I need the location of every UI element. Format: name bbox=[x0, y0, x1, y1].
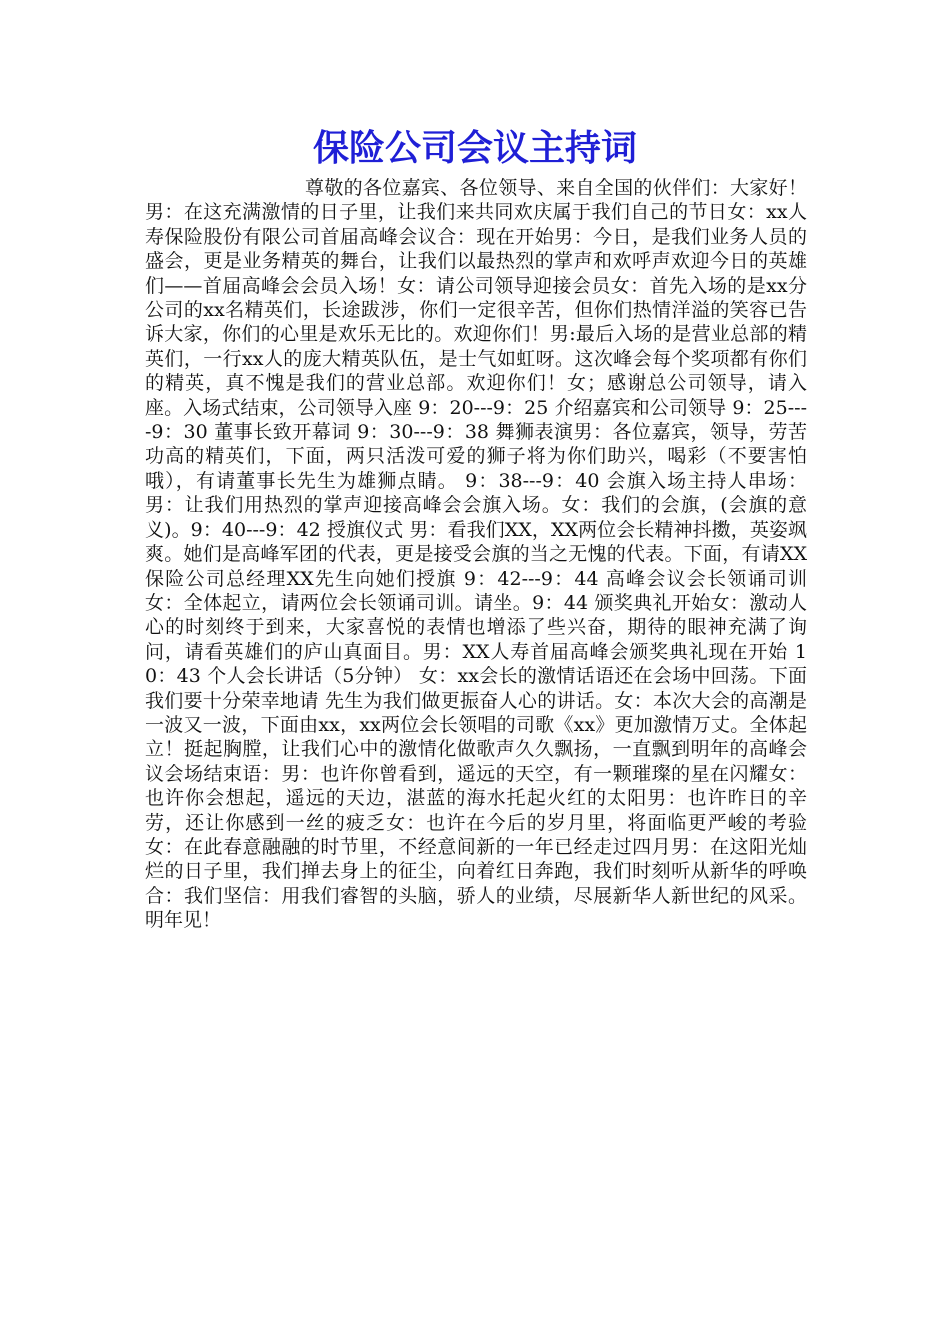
page-title: 保险公司会议主持词 bbox=[312, 127, 637, 169]
body-paragraph: 尊敬的各位嘉宾、各位领导、来自全国的伙伴们：大家好！ 男：在这充满激情的日子里，让我们来共同欢庆属于我们自己的节日女：xx人寿保险股份有限公司首届高峰会议合：现在开始男：今日，是我们业务人员的盛会，更是业务精英的舞台，让我们以最热烈的掌声和欢呼声欢迎今日的英雄们——首届高峰会会员入场！女：请公司领导迎接会员女：首先入场的是xx分公司的xx名精英们，长途跋涉，你们一定很辛苦，但你们热情洋溢的笑容已告诉大家，你们的心里是欢乐无比的。欢迎你们！男:最后入场的是营业总部的精英们，一行xx人的庞大精英队伍，是士气如虹呀。这次峰会每个奖项都有你们的精英，真不愧是我们的营业总部。欢迎你们！女；感谢总公司领导，请入座。入场式结束，公司领导入座 9：20---9：25 介绍嘉宾和公司领导 9：25----9：30 董事长致开幕词 9：30---9：38 舞狮表演男：各位嘉宾，领导，劳苦功高的精英们，下面，两只活泼可爱的狮子将为你们助兴，喝彩（不要害怕哦），有请董事长先生为雄狮点睛。 9：38---9：40 会旗入场主持人串场：男：让我们用热烈的掌声迎接高峰会会旗入场。女：我们的会旗，(会旗的意义)。9：40---9：42 授旗仪式 男：看我们XX，XX两位会长精神抖擞，英姿飒爽。她们是高峰军团的代表，更是接受会旗的当之无愧的代表。下面，有请XX保险公司总经理XX先生向她们授旗 9：42---9：44 高峰会议会长领诵司训 女：全体起立，请两位会长领诵司训。请坐。9：44 颁奖典礼开始女：激动人心的时刻终于到来，大家喜悦的表情也增添了些兴奋，期待的眼神充满了询问，请看英雄们的庐山真面目。男：XX人寿首届高峰会颁奖典礼现在开始 10：43 个人会长讲话（5分钟） 女：xx会长的激情话语还在会场中回荡。下面我们要十分荣幸地请 先生为我们做更振奋人心的讲话。女：本次大会的高潮是一波又一波，下面由xx，xx两位会长领唱的司歌《xx》更加激情万丈。全体起立！挺起胸膛，让我们心中的激情化做歌声久久飘扬，一直飘到明年的高峰会议会场结束语：男：也许你曾看到，遥远的天空，有一颗璀璨的星在闪耀女：也许你会想起，遥远的天边，湛蓝的海水托起火红的太阳男：也许昨日的辛劳，还让你感到一丝的疲乏女：也许在今后的岁月里，将面临更严峻的考验女：在此春意融融的时节里，不经意间新的一年已经走过四月男：在这阳光灿烂的日子里，我们掸去身上的征尘，向着红日奔跑，我们时刻听从新华的呼唤合：我们坚信：用我们睿智的头脑，骄人的业绩，尽展新华人新世纪的风采。明年见！ bbox=[145, 177, 807, 932]
